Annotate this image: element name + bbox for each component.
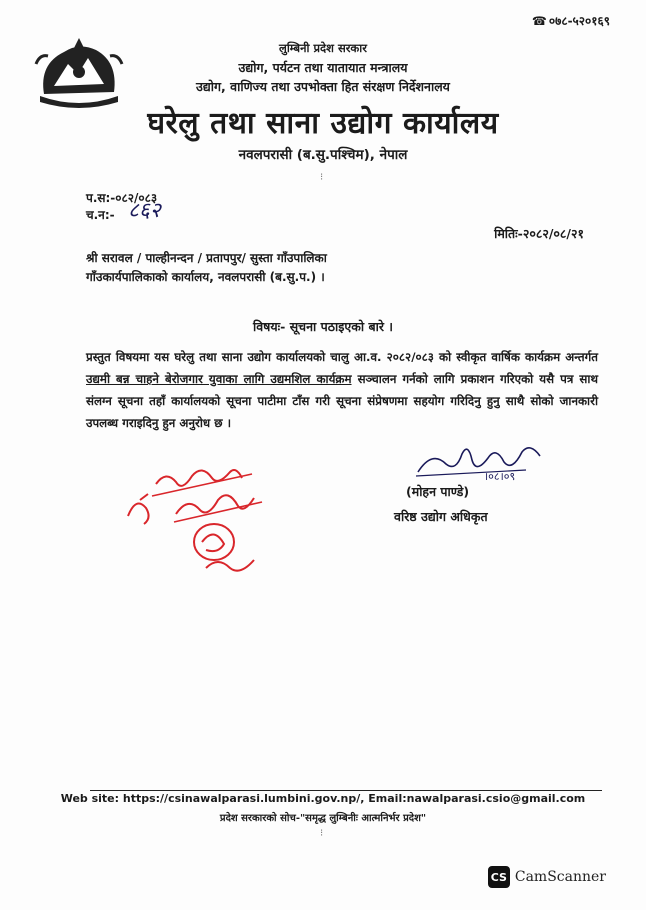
office-location: नवलपरासी (ब.सु.पश्चिम), नेपाल [238, 147, 408, 163]
dispatch-number-label: च.न:- [86, 208, 115, 222]
letter-subject: विषयः- सूचना पठाइएको बारे । [252, 319, 394, 334]
footer-contact: Web site: https://csinawalparasi.lumbini.gov.np/, Email:nawalparasi.csio@gmail.com [60, 792, 586, 805]
signature [410, 436, 550, 484]
signatory-name: (मोहन पाण्डे) [406, 484, 470, 499]
signatory-title: वरिष्ठ उद्योग अधिकृत [394, 509, 488, 524]
province-government: लुम्बिनी प्रदेश सरकार [279, 41, 367, 55]
scan-mark-bottom: ⁝ [320, 828, 324, 839]
footer-motto: प्रदेश सरकारको सोच-"समृद्ध लुम्बिनीः आत्मनिर्भर प्रदेश" [219, 813, 427, 824]
letter-number: प.स:-०८२/०८३ [86, 191, 158, 205]
handwritten-red-annotation [122, 456, 297, 580]
scan-mark: ⁝ [320, 172, 324, 183]
camscanner-logo-icon: CS [488, 866, 510, 888]
directorate-name: उद्योग, वाणिज्य तथा उपभोक्ता हित संरक्षण निर्देशनालय [196, 79, 450, 94]
ministry-name: उद्योग, पर्यटन तथा यातायात मन्त्रालय [238, 60, 408, 75]
office-title: घरेलु तथा साना उद्योग कार्यालय [147, 106, 499, 141]
program-name: उद्यमी बन्न चाहने बेरोजगार युवाका लागि उद्यमशिल कार्यक्रम [86, 372, 352, 386]
telephone-icon: ☎ [531, 14, 547, 28]
addressee-line-2: गाँउकार्यपालिकाको कार्यालय, नवलपरासी (ब.सु.प.) । [86, 270, 325, 284]
camscanner-watermark [488, 866, 606, 888]
addressee-line-1: श्री सरावल / पाल्हीनन्दन / प्रतापपुर/ सुस्ता गाँउपालिका [86, 251, 327, 265]
footer-divider [90, 790, 602, 791]
dispatch-number-handwritten: ८६२ [128, 198, 161, 222]
camscanner-label: CamScanner [514, 869, 606, 885]
letter-body: प्रस्तुत विषयमा यस घरेलु तथा साना उद्योग कार्यालयको चालु आ.व. २०८२/०८३ को स्वीकृत वार्षिक कार्यक्रम अन्तर्गत उद्यमी बन्न चाहने बेरोजगार युवाका लागि उद्यमशिल कार्यक्रम सञ्चालन गर्नको लागि प्रकाशन गरिएको यसै पत्र साथ संलग्न सूचना तहाँ कार्यालयको सूचना पाटीमा टाँस गरी सूचना संप्रेषणमा सहयोग गरिदिनु हुनु साथै सोको जानकारी उपलब्ध गराइदिनु हुन अनुरोध छ । [86, 350, 598, 430]
phone-number: ☎ ०७८-५२०१६९ [531, 14, 610, 28]
svg-text:।०८।०९: ।०८।०९ [484, 470, 516, 483]
letter-date: मितिः-२०८२/०८/२१ [494, 226, 584, 241]
